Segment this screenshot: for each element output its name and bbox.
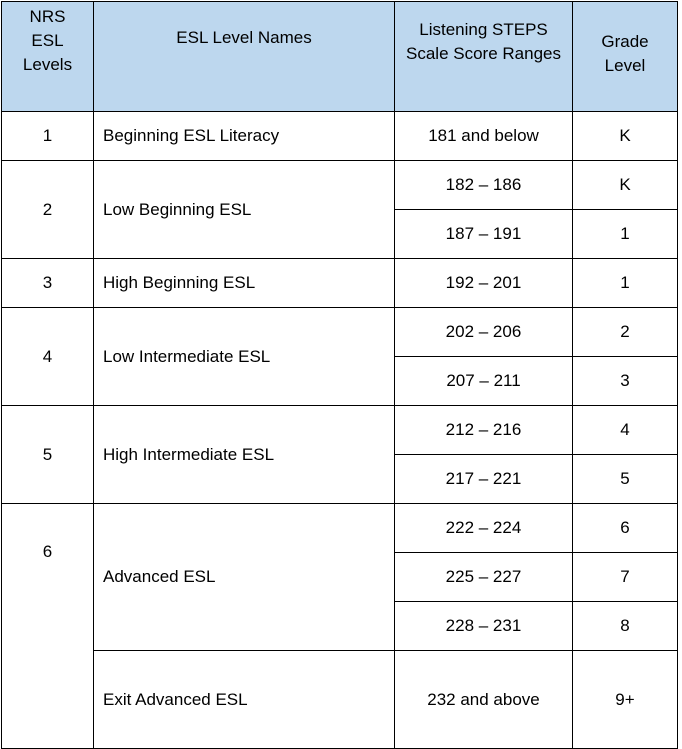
level-cell: 1 [2, 112, 94, 161]
table-row [2, 259, 678, 308]
grade-cell: 1 [573, 259, 678, 308]
level-cell: 5 [2, 406, 94, 504]
score-range-cell: 217 – 221 [395, 455, 573, 504]
table-row [2, 308, 678, 357]
level-name-cell: Beginning ESL Literacy [94, 112, 395, 161]
level-name-cell: Advanced ESL [94, 504, 395, 651]
score-range-cell: 192 – 201 [395, 259, 573, 308]
grade-cell: 9+ [573, 651, 678, 749]
grade-cell: 7 [573, 553, 678, 602]
grade-cell: 2 [573, 308, 678, 357]
score-range-cell: 187 – 191 [395, 210, 573, 259]
grade-cell: 5 [573, 455, 678, 504]
table-row [2, 112, 678, 161]
grade-cell: 4 [573, 406, 678, 455]
grade-cell: 8 [573, 602, 678, 651]
level-cell: 2 [2, 161, 94, 259]
level-cell: 6 [2, 504, 94, 749]
level-name-cell: High Intermediate ESL [94, 406, 395, 504]
header-score-ranges: Listening STEPS Scale Score Ranges [395, 2, 573, 112]
esl-levels-table [1, 1, 678, 749]
header-grade-level: Grade Level [573, 2, 678, 112]
score-range-cell: 212 – 216 [395, 406, 573, 455]
level-name-cell: Low Intermediate ESL [94, 308, 395, 406]
score-range-cell: 228 – 231 [395, 602, 573, 651]
level-name-cell: Low Beginning ESL [94, 161, 395, 259]
grade-cell: 6 [573, 504, 678, 553]
grade-cell: 1 [573, 210, 678, 259]
level-cell: 4 [2, 308, 94, 406]
score-range-cell: 207 – 211 [395, 357, 573, 406]
table-row [2, 406, 678, 455]
table-row [2, 651, 678, 749]
score-range-cell: 182 – 186 [395, 161, 573, 210]
score-range-cell: 181 and below [395, 112, 573, 161]
level-name-cell: High Beginning ESL [94, 259, 395, 308]
table-row [2, 504, 678, 553]
header-esl-level-names: ESL Level Names [94, 2, 395, 112]
grade-cell: K [573, 112, 678, 161]
score-range-cell: 232 and above [395, 651, 573, 749]
grade-cell: K [573, 161, 678, 210]
header-nrs-esl-levels: NRS ESL Levels [2, 2, 94, 112]
table-row [2, 161, 678, 210]
level-cell: 3 [2, 259, 94, 308]
score-range-cell: 222 – 224 [395, 504, 573, 553]
header-row [2, 2, 678, 112]
score-range-cell: 202 – 206 [395, 308, 573, 357]
level-name-cell: Exit Advanced ESL [94, 651, 395, 749]
score-range-cell: 225 – 227 [395, 553, 573, 602]
grade-cell: 3 [573, 357, 678, 406]
